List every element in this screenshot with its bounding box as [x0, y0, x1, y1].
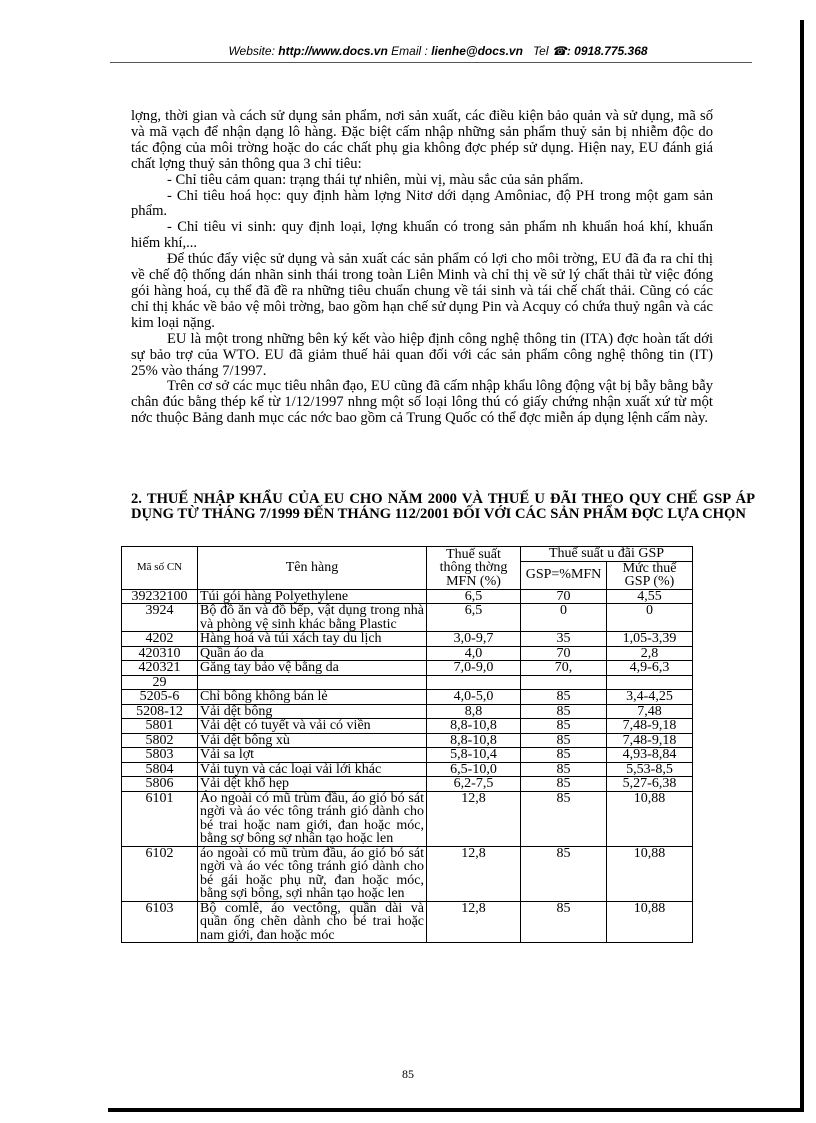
cell-mfn: 6,5 — [427, 589, 521, 604]
cell-code: 5205-6 — [122, 690, 198, 705]
cell-code: 6101 — [122, 791, 198, 846]
table-row — [122, 719, 693, 734]
cell-name: Vải dệt có tuyết và vải có viền — [198, 719, 427, 734]
cell-code: 420310 — [122, 646, 198, 661]
table-row — [122, 791, 693, 846]
cell-name: Bộ comlê, áo vectông, quần dài và quần ống chẽn dành cho bé trai hoặc nam giới, đan hoặc móc — [198, 901, 427, 943]
table-row — [122, 690, 693, 705]
cell-gsp-rate: 4,9-6,3 — [607, 661, 693, 676]
cell-name: Vải sa lợt — [198, 748, 427, 763]
table-row — [122, 777, 693, 792]
phone-icon: ☎ — [551, 44, 567, 58]
website-link[interactable]: http://www.docs.vn — [278, 44, 388, 58]
cell-gsp-rate: 3,4-4,25 — [607, 690, 693, 705]
cell-gsp-ratio: 85 — [521, 748, 607, 763]
table-row — [122, 901, 693, 943]
cell-code: 4202 — [122, 632, 198, 647]
table-row — [122, 604, 693, 632]
cell-gsp-rate: 0 — [607, 604, 693, 632]
cell-gsp-rate: 5,27-6,38 — [607, 777, 693, 792]
cell-gsp-rate: 7,48 — [607, 704, 693, 719]
cell-mfn: 12,8 — [427, 791, 521, 846]
cell-code: 29 — [122, 675, 198, 690]
cell-mfn: 6,5 — [427, 604, 521, 632]
table-row — [122, 646, 693, 661]
cell-mfn: 12,8 — [427, 901, 521, 943]
cell-gsp-ratio: 0 — [521, 604, 607, 632]
cell-name: Hàng hoá và túi xách tay du lịch — [198, 632, 427, 647]
cell-mfn: 4,0 — [427, 646, 521, 661]
table-row — [122, 589, 693, 604]
cell-gsp-ratio: 85 — [521, 846, 607, 901]
cell-gsp-rate: 10,88 — [607, 846, 693, 901]
cell-code: 5208-12 — [122, 704, 198, 719]
header-mfn: Thuế suất thông thờng MFN (%) — [427, 547, 521, 590]
email-link[interactable]: lienhe@docs.vn — [431, 44, 523, 58]
cell-name: Vải dệt bông — [198, 704, 427, 719]
cell-code: 6103 — [122, 901, 198, 943]
cell-name: Áo ngoài có mũ trùm đầu, áo gió bó sát ngời và áo véc tông tránh gió dành cho bé trai hoặc nam giới, đan hoặc móc, bằng sợ bông sợ nhân tạo hoặc len — [198, 791, 427, 846]
cell-mfn: 3,0-9,7 — [427, 632, 521, 647]
cell-gsp-rate: 4,55 — [607, 589, 693, 604]
paragraph: - Chỉ tiêu cảm quan: trạng thái tự nhiên, mùi vị, màu sắc của sản phẩm. — [167, 171, 584, 188]
cell-code: 5803 — [122, 748, 198, 763]
table-row — [122, 846, 693, 901]
table-row — [122, 748, 693, 763]
section-heading: 2. THUẾ NHẬP KHẨU CỦA EU CHO NĂM 2000 VÀ THUẾ U ĐÃI THEO QUY CHẾ GSP ÁP DỤNG TỪ THÁNG 7/1999 ĐẾN THÁNG 112/2001 ĐỐI VỚI CÁC SẢN PHẨM ĐỢC LỰA CHỌN — [131, 491, 755, 522]
paragraph: Để thúc đẩy việc sử dụng và sản xuất các sản phẩm có lợi cho môi trờng, EU đã đa ra chỉ thị về chế độ thống dán nhãn sinh thái trong toàn Liên Minh và chỉ thị về sử lý chất thải từ việc đóng gói hàng hoá, cụ thể đã đề ra những tiêu chuẩn chung về tái sinh và tái chế chất thải. Cũng có các chỉ thị khác về bảo vệ môi trờng, bao gồm hạn chế sử dụng Pin và Acquy có chứa thuỷ ngân và các kim loại nặng. — [131, 251, 713, 331]
header-name: Tên hàng — [198, 547, 427, 590]
cell-code: 420321 — [122, 661, 198, 676]
header-gsp-group: Thuế suất u đãi GSP — [521, 547, 693, 562]
cell-code: 5806 — [122, 777, 198, 792]
cell-mfn: 12,8 — [427, 846, 521, 901]
cell-mfn — [427, 675, 521, 690]
cell-gsp-ratio: 85 — [521, 719, 607, 734]
table-row — [122, 661, 693, 676]
cell-name: Găng tay bảo vệ bằng da — [198, 661, 427, 676]
cell-gsp-ratio: 70 — [521, 589, 607, 604]
cell-mfn: 5,8-10,4 — [427, 748, 521, 763]
table-row — [122, 704, 693, 719]
table-body — [122, 589, 693, 943]
cell-gsp-ratio: 85 — [521, 690, 607, 705]
cell-gsp-rate: 7,48-9,18 — [607, 719, 693, 734]
cell-gsp-rate: 10,88 — [607, 791, 693, 846]
cell-gsp-ratio: 70, — [521, 661, 607, 676]
table-row — [122, 733, 693, 748]
cell-mfn: 6,2-7,5 — [427, 777, 521, 792]
cell-mfn: 6,5-10,0 — [427, 762, 521, 777]
table-row — [122, 762, 693, 777]
cell-gsp-ratio: 85 — [521, 901, 607, 943]
cell-gsp-rate: 7,48-9,18 — [607, 733, 693, 748]
header-code: Mã số CN — [122, 547, 198, 590]
cell-name: Vải dệt khổ hẹp — [198, 777, 427, 792]
cell-gsp-ratio: 70 — [521, 646, 607, 661]
cell-mfn: 8,8 — [427, 704, 521, 719]
cell-gsp-rate: 1,05-3,39 — [607, 632, 693, 647]
cell-name: Vải dệt bông xù — [198, 733, 427, 748]
cell-mfn: 4,0-5,0 — [427, 690, 521, 705]
paragraph: EU là một trong những bên ký kết vào hiệp định công nghệ thông tin (ITA) đợc hoàn tất dới sự bảo trợ của WTO. EU đã giảm thuế hải quan đối với các sản phẩm công nghệ thông tin (IT) 25% vào tháng 7/1997. — [131, 330, 713, 379]
cell-gsp-rate — [607, 675, 693, 690]
table-header-row — [122, 547, 693, 562]
tel-number: : 0918.775.368 — [566, 44, 648, 58]
cell-gsp-rate: 5,53-8,5 — [607, 762, 693, 777]
cell-code: 5804 — [122, 762, 198, 777]
cell-name — [198, 675, 427, 690]
cell-mfn: 7,0-9,0 — [427, 661, 521, 676]
cell-code: 5802 — [122, 733, 198, 748]
paragraph: - Chỉ tiêu vi sinh: quy định loại, lợng khuẩn có trong sản phẩm nh khuẩn hoá khí, khuẩn hiếm khí,... — [131, 219, 713, 252]
tel-label: Tel — [532, 44, 549, 58]
paragraph: Trên cơ sở các mục tiêu nhân đạo, EU cũng đã cấm nhập khẩu lông động vật bị bẫy bằng bẫy chân đúc bằng thép kể từ 1/12/1997 nhng một số loại lông thú có giấy chứng nhận xuất xứ từ một nớc thuộc Bảng danh mục các nớc bao gồm cả Trung Quốc có thể đợc miễn áp dụng lệnh cấm này. — [131, 378, 713, 427]
cell-mfn: 8,8-10,8 — [427, 733, 521, 748]
cell-mfn: 8,8-10,8 — [427, 719, 521, 734]
table-row — [122, 675, 693, 690]
page-header — [120, 44, 756, 58]
cell-gsp-ratio: 85 — [521, 777, 607, 792]
body-text — [131, 109, 713, 427]
cell-name: áo ngoài có mũ trùm đầu, áo gió bó sát ngời và áo véc tông tránh gió dành cho bé gái hoặc phụ nữ, đan hoặc móc, bằng sợi bông, sợi nhân tạo hoặc len — [198, 846, 427, 901]
cell-gsp-rate: 2,8 — [607, 646, 693, 661]
website-label: Website: — [228, 44, 275, 58]
table-row — [122, 632, 693, 647]
cell-name: Vải tuyn và các loại vải lới khác — [198, 762, 427, 777]
header-gsp-ratio: GSP=%MFN — [521, 561, 607, 589]
cell-gsp-rate: 10,88 — [607, 901, 693, 943]
cell-code: 6102 — [122, 846, 198, 901]
cell-gsp-ratio: 85 — [521, 791, 607, 846]
cell-gsp-ratio: 85 — [521, 762, 607, 777]
cell-gsp-ratio: 35 — [521, 632, 607, 647]
cell-gsp-ratio — [521, 675, 607, 690]
cell-name: Chỉ bông không bán lẻ — [198, 690, 427, 705]
header-divider — [110, 62, 752, 63]
cell-name: Túi gói hàng Polyethylene — [198, 589, 427, 604]
cell-code: 39232100 — [122, 589, 198, 604]
cell-gsp-rate: 4,93-8,84 — [607, 748, 693, 763]
header-gsp-rate: Mức thuế GSP (%) — [607, 561, 693, 589]
email-label: Email : — [391, 44, 428, 58]
cell-code: 3924 — [122, 604, 198, 632]
tariff-table — [121, 546, 693, 943]
cell-gsp-ratio: 85 — [521, 704, 607, 719]
page-number: 85 — [402, 1067, 414, 1081]
cell-name: Bộ đồ ăn và đồ bếp, vật dụng trong nhà và phòng vệ sinh khác bằng Plastic — [198, 604, 427, 632]
cell-gsp-ratio: 85 — [521, 733, 607, 748]
cell-name: Quần áo da — [198, 646, 427, 661]
paragraph: - Chỉ tiêu hoá học: quy định hàm lợng Nitơ dới dạng Amôniac, độ PH trong một gam sản phẩm. — [131, 187, 713, 220]
paragraph: lợng, thời gian và cách sử dụng sản phẩm, nơi sản xuất, các điều kiện bảo quản và sử dụng, mã số và mã vạch để nhận dạng lô hàng. Đặc biệt cấm nhập những sản phẩm thuỷ sản bị nhiễm độc do tác động của môi trờng hoặc do các chất phụ gia không đợc phép sử dụng. Hiện nay, EU đánh giá chất lợng thuỷ sản thông qua 3 chỉ tiêu: — [131, 108, 713, 172]
cell-code: 5801 — [122, 719, 198, 734]
